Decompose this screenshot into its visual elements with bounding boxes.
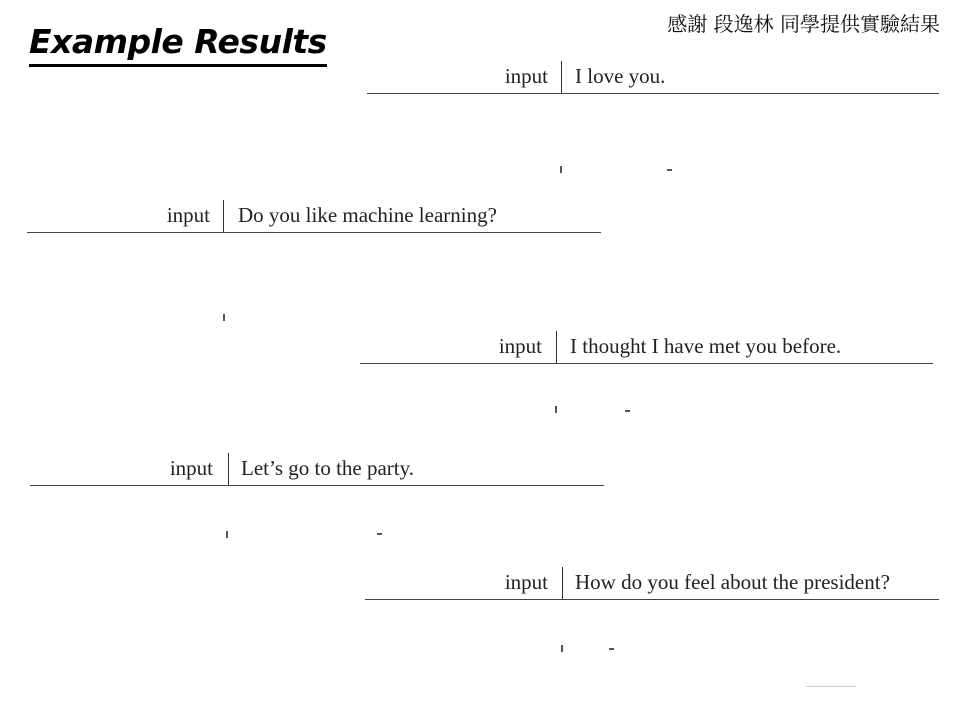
example-row: [367, 61, 939, 94]
example-row: [365, 567, 939, 600]
input-label: input: [504, 570, 548, 594]
input-label: input: [169, 456, 213, 480]
column-divider: [561, 61, 562, 93]
input-label: input: [166, 203, 210, 227]
input-sentence: How do you feel about the president?: [575, 570, 890, 594]
input-sentence: Do you like machine learning?: [238, 203, 497, 227]
slide-title: Example Results: [29, 20, 327, 67]
erased-row-mark: [561, 645, 563, 652]
input-label: input: [504, 64, 548, 88]
column-divider: [223, 200, 224, 232]
example-row: [27, 200, 601, 233]
input-sentence: Let’s go to the party.: [241, 456, 415, 480]
column-divider: [562, 567, 563, 599]
input-label: input: [498, 334, 542, 358]
erased-row-mark: [667, 169, 672, 171]
erased-row-mark: [625, 410, 630, 412]
input-sentence: I thought I have met you before.: [570, 334, 842, 358]
erased-row-mark: [555, 406, 557, 413]
erased-row-mark: [223, 314, 225, 321]
input-sentence: I love you.: [575, 64, 666, 88]
column-divider: [556, 331, 557, 363]
erased-row-mark: [806, 686, 856, 687]
erased-row-mark: [560, 166, 562, 173]
example-row: [30, 453, 604, 486]
column-divider: [228, 453, 229, 485]
erased-row-mark: [226, 531, 228, 538]
erased-row-mark: [377, 533, 382, 535]
erased-row-mark: [609, 648, 614, 650]
example-row: [360, 331, 933, 364]
credit-note: 感謝 段逸林 同學提供實驗結果: [667, 12, 940, 36]
